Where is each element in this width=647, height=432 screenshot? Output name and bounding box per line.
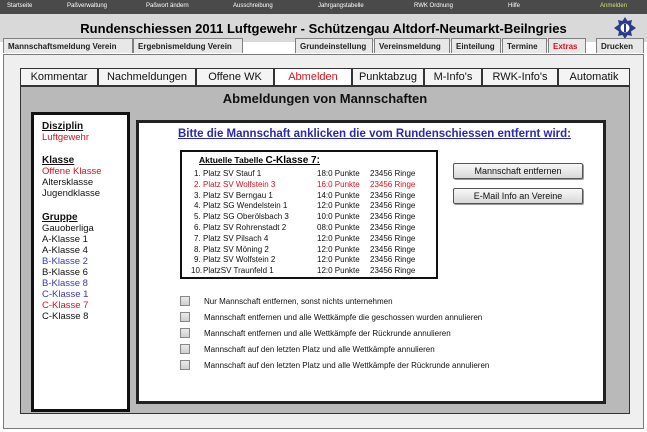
panel-title: Abmeldungen von Mannschaften xyxy=(222,91,428,106)
subtab-vereinsmeldung[interactable]: Vereinsmeldung xyxy=(374,38,450,53)
option-checkbox[interactable] xyxy=(180,360,190,370)
klasse-jugend[interactable]: Jugendklasse xyxy=(42,188,101,199)
subtab-termine[interactable]: Termine xyxy=(502,38,547,53)
row-points: 18:0 Punkte xyxy=(317,169,360,178)
row-team: Platz SG Oberölsbach 3 xyxy=(203,212,289,222)
row-rank: 10. xyxy=(191,266,203,276)
subtab-grundeinstellung[interactable]: Grundeinstellung xyxy=(295,38,373,53)
tab-nachmeldungen[interactable]: Nachmeldungen xyxy=(98,68,196,86)
tab-rwk-infos[interactable]: RWK-Info's xyxy=(482,68,558,86)
tab-punktabzug[interactable]: Punktabzug xyxy=(352,68,424,86)
row-points: 10:0 Punkte xyxy=(317,212,360,222)
remove-team-button[interactable]: Mannschaft entfernen xyxy=(453,163,583,179)
sub-tabs xyxy=(0,38,647,54)
row-rank: 8. xyxy=(194,244,201,254)
row-points: 12:0 Punkte xyxy=(317,201,360,211)
row-team: Platz SV Stauf 1 xyxy=(203,169,262,178)
row-points: 12:0 Punkte xyxy=(317,233,360,243)
subtab-einteilung[interactable]: Einteilung xyxy=(451,38,501,53)
tab-automatik[interactable]: Automatik xyxy=(558,68,630,86)
instruction-text: Bitte die Mannschaft anklicken die vom Rundenschiessen entfernt wird: xyxy=(178,128,571,140)
table-title-prefix: Aktuelle Tabelle xyxy=(199,155,264,165)
row-rank: 2. xyxy=(194,179,201,189)
subtab-drucken[interactable]: Drucken xyxy=(596,38,644,53)
row-team: Platz SV Wolfstein 3 xyxy=(203,179,276,189)
row-team: Platz SV Pilsach 4 xyxy=(203,233,269,243)
row-rank: 7. xyxy=(194,233,201,243)
gruppe-a-klasse-1[interactable]: A-Klasse 1 xyxy=(42,234,88,245)
gruppe-c-klasse-7[interactable]: C-Klasse 7 xyxy=(42,300,89,311)
option-label: Mannschaft auf den letzten Platz und alle Wettkämpfe der Rückrunde annulieren xyxy=(204,361,490,370)
gruppe-b-klasse-6[interactable]: B-Klasse 6 xyxy=(42,267,88,278)
row-rank: 9. xyxy=(194,255,201,265)
tab-abmelden[interactable]: Abmelden xyxy=(274,68,352,86)
nav-startseite[interactable]: Startseite xyxy=(7,3,33,9)
option-checkbox[interactable] xyxy=(180,312,190,322)
option-label: Mannschaft entfernen und alle Wettkämpfe der Rückrunde annulieren xyxy=(204,329,451,338)
row-rings: 23456 Ringe xyxy=(370,223,416,232)
option-checkbox[interactable] xyxy=(180,328,190,338)
row-rank: 3. xyxy=(194,190,201,200)
table-title-class: C-Klasse 7: xyxy=(265,155,320,166)
row-rank: 4. xyxy=(194,201,201,211)
nav-rwk-ordnung[interactable]: RWK Ordnung xyxy=(414,3,453,9)
gruppe-a-klasse-4[interactable]: A-Klasse 4 xyxy=(42,245,88,256)
row-rings: 23456 Ringe xyxy=(370,244,416,254)
email-clubs-button[interactable]: E-Mail Info an Vereine xyxy=(453,188,583,204)
gruppe-c-klasse-8[interactable]: C-Klasse 8 xyxy=(42,311,89,322)
club-logo-icon xyxy=(614,17,636,39)
row-points: 12:0 Punkte xyxy=(317,255,360,265)
row-points: 08:0 Punkte xyxy=(317,223,360,232)
klasse-heading: Klasse xyxy=(42,155,75,166)
row-team: Platz SV Wolfstein 2 xyxy=(203,255,276,265)
tab-offene-wk[interactable]: Offene WK xyxy=(196,68,274,86)
row-rank: 6. xyxy=(194,223,201,232)
subtab-ergebnismeldung[interactable]: Ergebnismeldung Verein xyxy=(133,38,243,53)
nav-passverwaltung[interactable]: Paßverwaltung xyxy=(67,3,108,9)
option-label: Mannschaft entfernen und alle Wettkämpfe die geschossen wurden annulieren xyxy=(204,313,483,322)
gruppe-b-klasse-2[interactable]: B-Klasse 2 xyxy=(42,256,88,267)
gruppe-gauoberliga[interactable]: Gauoberliga xyxy=(42,223,94,234)
row-team: PlatzSV Traunfeld 1 xyxy=(203,266,274,276)
table-title xyxy=(199,155,320,166)
row-rank: 5. xyxy=(194,212,201,222)
nav-jahrgangstabelle[interactable]: Jahrgangstabelle xyxy=(318,3,364,9)
gruppe-b-klasse-8[interactable]: B-Klasse 8 xyxy=(42,278,88,289)
row-team: Platz SV Rohrenstadt 2 xyxy=(203,223,287,232)
nav-ausschreibung[interactable]: Ausschreibung xyxy=(233,3,273,9)
row-rings: 23456 Ringe xyxy=(370,201,416,211)
row-rings: 23456 Ringe xyxy=(370,255,416,265)
disziplin-heading: Disziplin xyxy=(42,121,84,132)
disziplin-luftgewehr[interactable]: Luftgewehr xyxy=(42,132,90,143)
row-rings: 23456 Ringe xyxy=(370,233,416,243)
row-rank: 1. xyxy=(194,169,201,178)
row-points: 16:0 Punkte xyxy=(317,179,360,189)
row-points: 14:0 Punkte xyxy=(317,190,360,200)
option-label: Nur Mannschaft entfernen, sonst nichts unternehmen xyxy=(204,297,393,306)
gruppe-c-klasse-1[interactable]: C-Klasse 1 xyxy=(42,289,89,300)
row-team: Platz SV Berngau 1 xyxy=(203,190,273,200)
tab-kommentar[interactable]: Kommentar xyxy=(20,68,98,86)
option-label: Mannschaft auf den letzten Platz und alle Wettkämpfe annulieren xyxy=(204,345,435,354)
top-nav xyxy=(0,0,647,14)
tab-m-infos[interactable]: M-Info's xyxy=(424,68,482,86)
option-checkbox[interactable] xyxy=(180,344,190,354)
page-title: Rundenschiessen 2011 Luftgewehr - Schützengau Altdorf-Neumarkt-Beilngries xyxy=(80,21,567,36)
option-checkbox[interactable] xyxy=(180,296,190,306)
row-rings: 23456 Ringe xyxy=(370,212,416,222)
selection-sidebar xyxy=(31,112,130,412)
row-rings: 23456 Ringe xyxy=(370,169,416,178)
subtab-extras[interactable]: Extras xyxy=(548,38,586,53)
subtab-mannschaftsmeldung[interactable]: Mannschaftsmeldung Verein xyxy=(3,38,133,53)
row-rings: 23456 Ringe xyxy=(370,266,416,276)
row-points: 12:0 Punkte xyxy=(317,266,360,276)
row-points: 12:0 Punkte xyxy=(317,244,360,254)
gruppe-heading: Gruppe xyxy=(42,212,78,223)
nav-hilfe[interactable]: Hilfe xyxy=(508,3,521,9)
nav-passwort-aendern[interactable]: Paßwort ändern xyxy=(146,3,189,9)
nav-anmelden[interactable]: Anmelden xyxy=(600,3,628,9)
row-rings: 23456 Ringe xyxy=(370,190,416,200)
row-team: Platz SV Möning 2 xyxy=(203,244,269,254)
row-team: Platz SG Wendelstein 1 xyxy=(203,201,288,211)
row-rings: 23456 Ringe xyxy=(370,179,416,189)
klasse-offene[interactable]: Offene Klasse xyxy=(42,166,102,177)
klasse-alters[interactable]: Altersklasse xyxy=(42,177,94,188)
